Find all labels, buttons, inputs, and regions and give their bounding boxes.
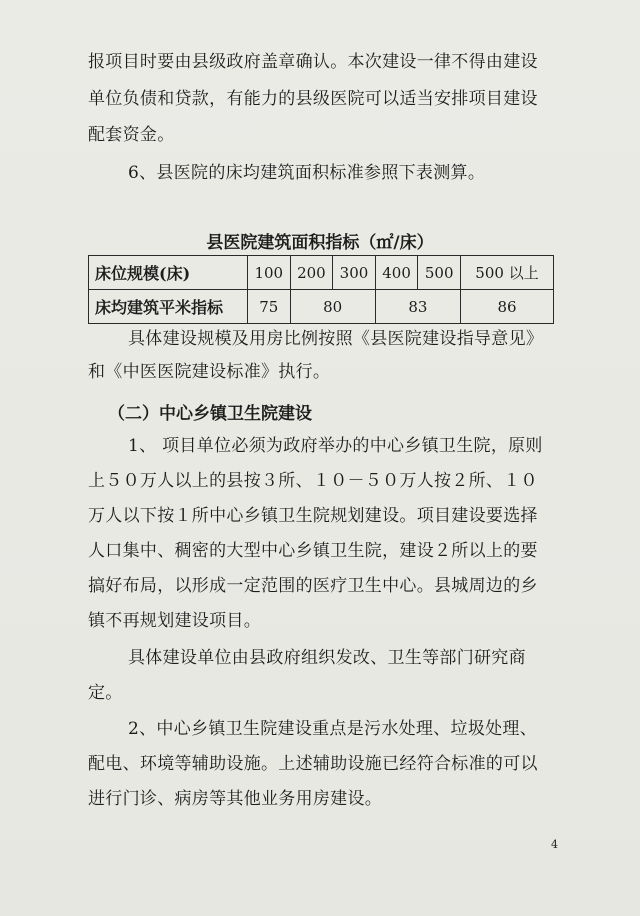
text-line-9: 万人以下按１所中心乡镇卫生院规划建设。项目建设要选择 (88, 506, 538, 526)
text-line-6: 和《中医医院建设标准》执行。 (88, 362, 331, 382)
text-line-17: 进行门诊、病房等其他业务用房建设。 (88, 789, 383, 809)
section-heading: （二）中心乡镇卫生院建设 (108, 404, 312, 424)
text-line-16: 配电、环境等辅助设施。上述辅助设施已经符合标准的可以 (88, 754, 538, 774)
table-header-bed-scale: 床位规模(床) (89, 256, 248, 290)
table-cell-beds: 500 以上 (461, 256, 554, 290)
text-line-8: 上５０万人以上的县按３所、１０－５０万人按２所、１０ (88, 471, 538, 491)
text-line-2: 单位负债和贷款，有能力的县级医院可以适当安排项目建设 (88, 89, 538, 109)
text-line-3: 配套资金。 (88, 125, 175, 145)
text-line-5: 具体建设规模及用房比例按照《县医院建设指导意见》 (128, 329, 544, 349)
table-row-indicator (89, 290, 554, 324)
text-line-4: 6、县医院的床均建筑面积标准参照下表测算。 (128, 163, 486, 183)
table-title: 县医院建筑面积指标（㎡/床） (206, 233, 434, 253)
table-cell-beds: 500 (418, 256, 461, 290)
bed-area-table (88, 255, 554, 324)
table-cell-indicator: 86 (461, 290, 554, 324)
table-header-indicator: 床均建筑平米指标 (89, 290, 248, 324)
table-cell-indicator: 80 (290, 290, 375, 324)
text-line-12: 镇不再规划建设项目。 (88, 611, 261, 631)
table-cell-beds: 300 (333, 256, 376, 290)
text-line-10: 人口集中、稠密的大型中心乡镇卫生院，建设２所以上的要 (88, 541, 538, 561)
table-cell-indicator: 83 (375, 290, 460, 324)
table-row-bed-scale (89, 256, 554, 290)
text-line-7: 1、 项目单位必须为政府举办的中心乡镇卫生院，原则 (128, 436, 543, 456)
table-cell-beds: 200 (290, 256, 333, 290)
table-cell-beds: 100 (248, 256, 291, 290)
page-number: 4 (551, 838, 558, 851)
text-line-1: 报项目时要由县级政府盖章确认。本次建设一律不得由建设 (88, 52, 538, 72)
table-cell-indicator: 75 (248, 290, 291, 324)
text-line-11: 搞好布局，以形成一定范围的医疗卫生中心。县城周边的乡 (88, 576, 538, 596)
table-cell-beds: 400 (375, 256, 418, 290)
text-line-13: 具体建设单位由县政府组织发改、卫生等部门研究商 (128, 648, 526, 668)
text-line-14: 定。 (88, 683, 123, 703)
text-line-15: 2、中心乡镇卫生院建设重点是污水处理、垃圾处理、 (128, 719, 538, 739)
